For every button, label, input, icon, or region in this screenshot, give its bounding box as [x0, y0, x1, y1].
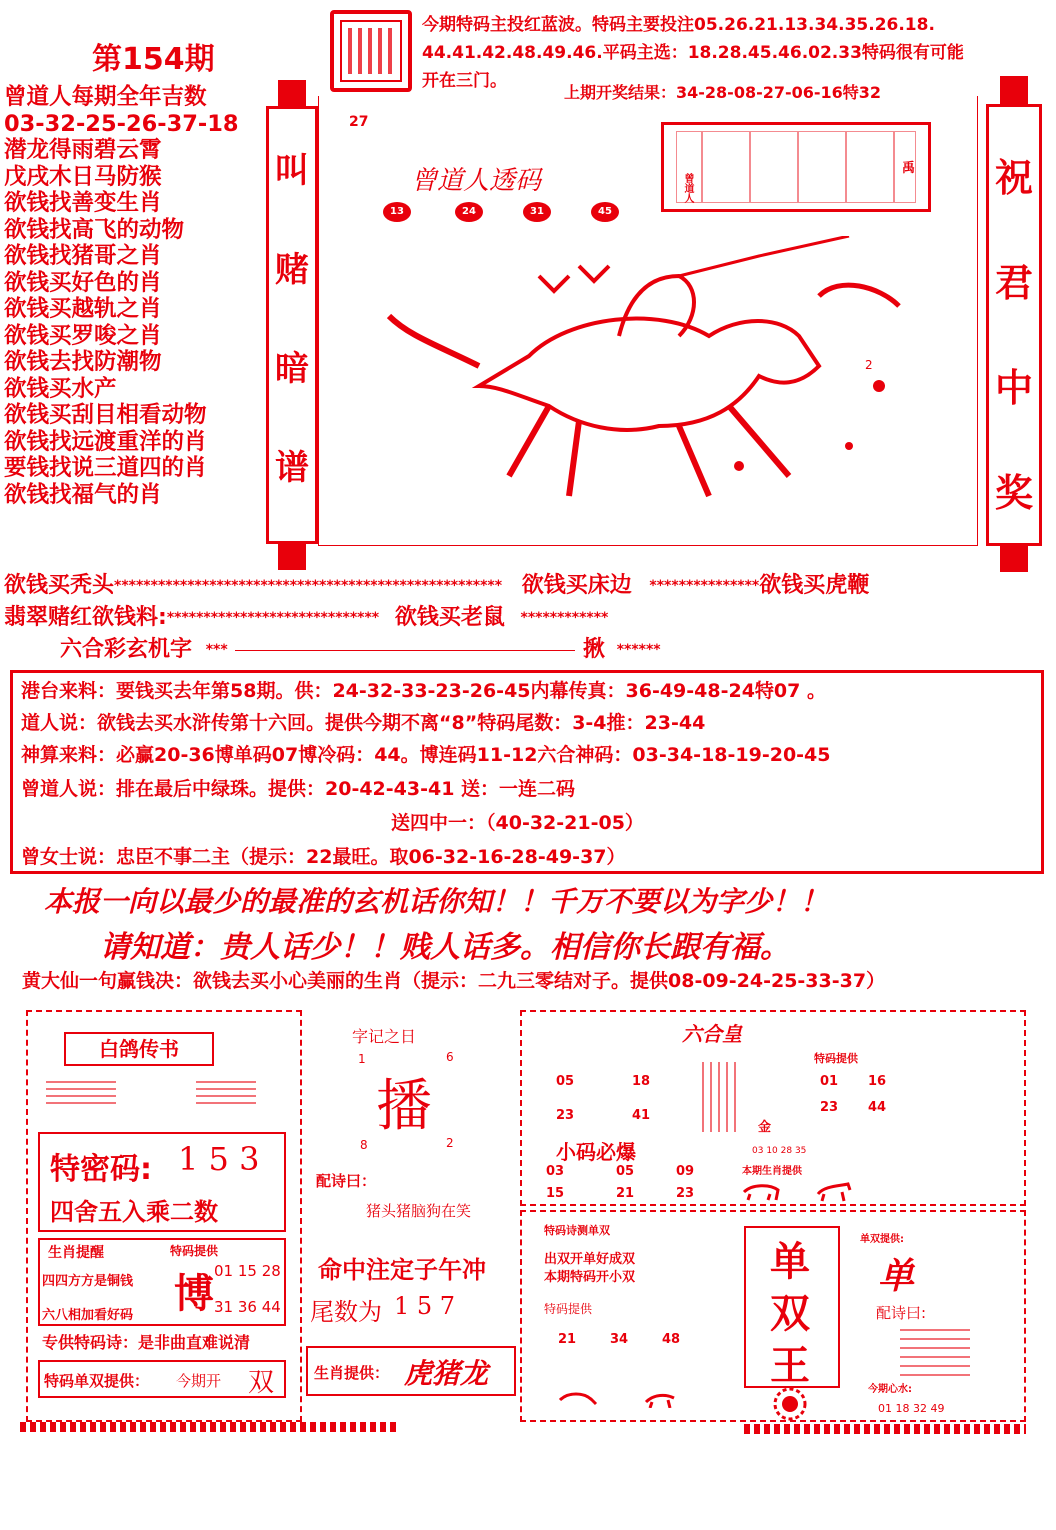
- ds-prefix: 今期开: [176, 1372, 222, 1390]
- riddle-text: 欲钱买老鼠: [394, 605, 505, 630]
- num: 48: [662, 1332, 681, 1347]
- nums-row: 31 36 44: [214, 1298, 281, 1316]
- ball: 45: [591, 202, 619, 222]
- riddle-stars: ************: [520, 610, 609, 626]
- number-label: 27: [349, 114, 369, 130]
- sx-line: 六八相加看好码: [42, 1308, 134, 1323]
- ds-label: 特码单双提供：: [44, 1372, 150, 1390]
- num: 34: [610, 1332, 629, 1347]
- riddle-text: 欲钱买虎鞭: [759, 573, 870, 598]
- corner-num: 6: [446, 1050, 454, 1064]
- right-label: 单双提供:: [860, 1234, 904, 1245]
- scroll-char: 中: [994, 365, 1033, 410]
- tema-label: 特码提供: [814, 1052, 858, 1065]
- danshuang-box: [38, 1360, 286, 1398]
- center-title: 曾道人透码: [411, 166, 542, 196]
- slogan-2: 请知道：贵人话少！！贱人话多。相信你长跟有福。: [100, 930, 790, 965]
- ball: 24: [455, 202, 483, 222]
- num: 41: [632, 1108, 651, 1123]
- info-box: [10, 670, 1044, 874]
- riddle-row-3: [60, 632, 661, 663]
- right-scroll: [986, 104, 1042, 546]
- header-line-2: 44.41.42.48.49.46.平码主选：18.28.45.46.02.33特码很有可能: [422, 43, 964, 63]
- nums-row: 01 15 28: [214, 1262, 281, 1280]
- ds-value: 双: [248, 1368, 275, 1398]
- list-item: 欲钱去找防潮物: [4, 349, 162, 375]
- panel-left: [26, 1010, 302, 1422]
- line-a: 命中注定子午冲: [318, 1256, 486, 1284]
- tema-rule: 四舍五入乘二数: [50, 1197, 218, 1226]
- tm2-label: 特码提供: [544, 1302, 593, 1316]
- king-box: [744, 1226, 840, 1388]
- num: 23: [676, 1186, 695, 1201]
- mid-title: 字记之日: [352, 1027, 417, 1046]
- big-char: 博: [174, 1270, 214, 1317]
- couplet-char: 曾道人: [682, 173, 693, 203]
- riddle-stars: *****************************************************: [114, 578, 503, 594]
- center-illustration: [318, 96, 978, 546]
- list-item: 欲钱找远渡重洋的肖: [4, 428, 207, 455]
- poem: 专供特码诗：是非曲直难说清: [42, 1333, 251, 1352]
- zodiac-label: 本期生肖提供: [742, 1166, 802, 1177]
- info-line: 曾女士说：忠臣不事二主（提示：22最旺。取06-32-16-28-49-37）: [21, 846, 626, 868]
- num: 18: [632, 1074, 651, 1089]
- scroll-char: 暗: [275, 349, 309, 389]
- mark: 2: [865, 358, 873, 372]
- list-item: 要钱找说三道四的肖: [4, 455, 207, 481]
- issue-number: 第154期: [92, 42, 215, 77]
- riddle-underline: [235, 650, 575, 651]
- tema-value: 1 5 3: [178, 1140, 260, 1178]
- small-label: 小码必爆: [556, 1140, 636, 1164]
- poem-label: 配诗曰：: [316, 1172, 377, 1190]
- extra-row: 03 10 28 35: [752, 1146, 807, 1156]
- info-line: 道人说：欲钱去买水浒传第十六回。提供今期不离“8”特码尾数：3-4推：23-44: [21, 712, 706, 734]
- panel-right-bottom: [520, 1210, 1026, 1422]
- riddle-stars: ******: [616, 642, 661, 658]
- scroll-char: 谱: [275, 448, 309, 488]
- list-item: 戊戌木日马防猴: [4, 163, 162, 190]
- header-line-3: 开在三门。: [422, 71, 507, 91]
- num: 09: [676, 1164, 695, 1179]
- last-result: 上期开奖结果：34-28-08-27-06-16特32: [564, 83, 882, 102]
- tm-label: 特码提供: [170, 1244, 219, 1258]
- list-item: 欲钱买水产: [4, 375, 117, 402]
- right-scroll-top: [1000, 76, 1028, 106]
- list-item: 欲钱找高飞的动物: [4, 216, 185, 243]
- header-line-1: 今期特码主投红蓝波。特码主要投注05.26.21.13.34.35.26.18.: [422, 15, 935, 35]
- num: 05: [556, 1074, 575, 1089]
- poem-line: 本期特码开小双: [544, 1270, 636, 1285]
- num: 21: [558, 1332, 577, 1347]
- flower-icon: [770, 1386, 810, 1422]
- corner-num: 1: [358, 1052, 366, 1066]
- list-item: 潜龙得雨碧云霄: [4, 137, 162, 163]
- tiger-icon: [742, 1180, 782, 1202]
- slogan-1: 本报一向以最少的最准的玄机话你知！！千万不要以为字少！！: [44, 885, 829, 918]
- info-line: 曾道人说：排在最后中绿珠。提供：20-42-43-41 送：一连二码: [21, 778, 576, 800]
- info-line: 港台来料：要钱买去年第58期。供：24-32-33-23-26-45内幕传真：36-49-48-24特07 。: [21, 680, 826, 702]
- num: 21: [616, 1186, 635, 1201]
- tail-label: 尾数为: [310, 1298, 382, 1326]
- tail-nums: 1 5 7: [394, 1292, 456, 1320]
- panel-mid: [306, 1010, 516, 1422]
- sx-label: 生肖提供：: [314, 1364, 390, 1382]
- num: 23: [820, 1100, 839, 1115]
- scroll-char: 叫: [275, 151, 309, 191]
- riddle-text: 欲钱买床边: [521, 573, 632, 598]
- riddle-text: 欲钱买秃头: [4, 573, 115, 598]
- panel-title: 白鸽传书: [64, 1032, 214, 1066]
- ball: 13: [383, 202, 411, 222]
- poem-line: 出双开单好成双: [544, 1252, 636, 1267]
- scroll-char: 祝: [994, 155, 1033, 200]
- corner-num: 8: [360, 1138, 368, 1152]
- right-scroll-bottom: [1000, 544, 1028, 572]
- king-char: 单: [770, 1238, 810, 1285]
- bottom-nums: 01 18 32 49: [878, 1402, 945, 1415]
- list-item: 欲钱买刮目相看动物: [4, 402, 207, 428]
- mid-big-char: 播: [376, 1074, 432, 1139]
- riddle-row-1: [4, 568, 869, 599]
- riddle-stars: *****************************: [166, 610, 380, 626]
- num: 16: [868, 1074, 887, 1089]
- shengxiao-box: [38, 1238, 286, 1326]
- gold-char: 金: [758, 1120, 772, 1135]
- poem: 猪头猪脑狗在笑: [366, 1202, 472, 1220]
- sx-label: 生肖提醒: [48, 1245, 104, 1261]
- riddle-row-2: [4, 600, 608, 631]
- sx-box: [306, 1346, 516, 1396]
- num: 15: [546, 1186, 565, 1201]
- riddle-stars: ***: [205, 642, 228, 658]
- panel-right-top: [520, 1010, 1026, 1206]
- list-item: 欲钱找福气的肖: [4, 481, 162, 508]
- right-char: 单: [878, 1255, 915, 1297]
- left-scroll: [266, 106, 318, 544]
- huang-line: 黄大仙一句赢钱决：欲钱去买小心美丽的生肖（提示：二九三零结对子。提供08-09-24-25-33-37）: [22, 970, 886, 992]
- poem-label: 配诗曰:: [876, 1304, 927, 1322]
- rat-icon: [558, 1388, 598, 1408]
- dog-icon: [642, 1388, 682, 1408]
- list-item: 欲钱找善变生肖: [4, 190, 162, 216]
- seal-logo: [330, 10, 412, 92]
- liuhe-title: 六合皇: [682, 1022, 742, 1046]
- info-line: 神算来料：必赢20-36博单码07博冷码：44。博连码11-12六合神码：03-34-18-19-20-45: [21, 744, 831, 766]
- num: 44: [868, 1100, 887, 1115]
- heart-label: 今期心水:: [868, 1384, 912, 1395]
- tema-box: [38, 1132, 286, 1232]
- num: 23: [556, 1108, 575, 1123]
- left-list: [4, 84, 239, 508]
- num: 05: [616, 1164, 635, 1179]
- riddle-text: 揪: [583, 637, 606, 662]
- tema-label: 特密码:: [50, 1152, 152, 1187]
- scroll-char: 君: [994, 260, 1033, 305]
- corner-num: 2: [446, 1136, 454, 1150]
- left-scroll-top: [278, 80, 306, 108]
- sx-value: 虎猪龙: [404, 1357, 489, 1390]
- info-line: 送四中一：（40-32-21-05）: [391, 812, 644, 834]
- horse-rider-icon: [379, 236, 939, 536]
- list-item: 曾道人每期全年吉数: [4, 84, 207, 110]
- riddle-stars: ***************: [649, 578, 760, 594]
- riddle-text: 翡翠赌红欲钱料:: [4, 605, 167, 630]
- dansh-label: 特码诗测单双: [544, 1224, 610, 1237]
- sx-line: 四四方方是铜钱: [42, 1274, 134, 1289]
- list-item: 欲钱买越轨之肖: [4, 296, 162, 322]
- list-item: 03-32-25-26-37-18: [4, 110, 239, 137]
- list-item: 欲钱买好色的肖: [4, 269, 162, 296]
- horse-icon: [814, 1180, 854, 1202]
- riddle-text: 六合彩玄机字: [60, 637, 193, 662]
- scroll-char: 赌: [275, 250, 309, 290]
- border-strip: [744, 1424, 1026, 1434]
- left-scroll-bottom: [278, 542, 306, 570]
- list-item: 欲钱买罗唆之肖: [4, 322, 162, 349]
- ball: 31: [523, 202, 551, 222]
- couplet-box: [661, 122, 931, 212]
- scroll-char: 奖: [994, 470, 1033, 515]
- border-strip: [20, 1422, 396, 1432]
- list-item: 欲钱找猪哥之肖: [4, 243, 162, 269]
- num: 03: [546, 1164, 565, 1179]
- couplet-char: 禹: [902, 161, 916, 176]
- king-char: 双: [770, 1290, 810, 1337]
- king-char: 王: [770, 1342, 810, 1389]
- num: 01: [820, 1074, 839, 1089]
